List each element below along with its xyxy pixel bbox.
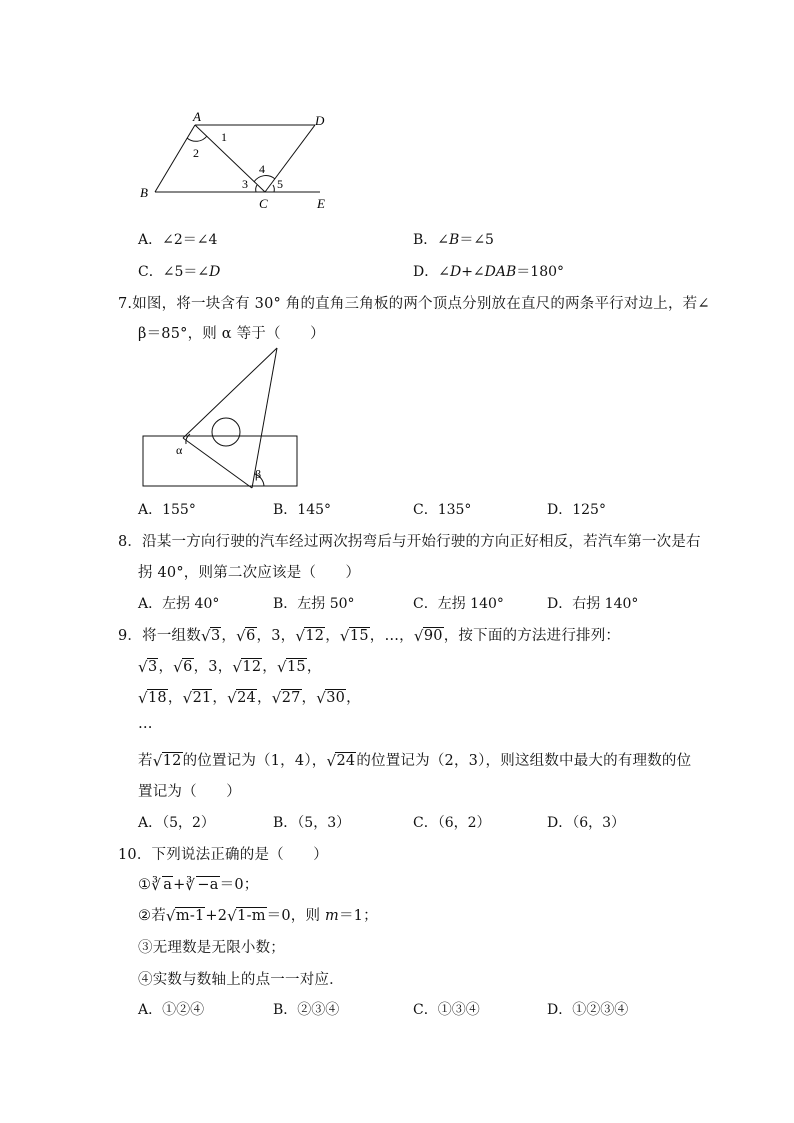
radicand: 18: [148, 690, 167, 706]
q9-row-1: √ 3，√ 6，3，√ 12，√ 15，: [138, 655, 322, 676]
q8-option-b: B．左拐 50°: [273, 596, 355, 612]
q8-option-a: A．左拐 40°: [138, 596, 220, 612]
sqrt: [138, 690, 168, 706]
q6-option-d: [413, 261, 564, 281]
radicand: 21: [192, 690, 212, 706]
q9-option-b: B．（5，3）: [273, 815, 351, 831]
radicand: 12: [242, 659, 262, 675]
label-d: D: [315, 113, 325, 128]
q10-statement-2: [138, 904, 378, 925]
sqrt: [414, 628, 444, 644]
q6-b-pre: B．∠: [413, 232, 450, 248]
q7-option-c: C．135°: [413, 502, 472, 518]
q10-s2-end: ＝1；: [338, 908, 378, 924]
plus: +: [173, 877, 186, 893]
label-b: B: [140, 185, 148, 200]
q9-row-2: √ 18，√ 21，√ 24，√ 27，√ 30，: [138, 686, 361, 707]
circled-number: ②: [138, 908, 152, 924]
q7-line-2: β＝85°，则 α 等于（ ）: [138, 326, 325, 342]
q9-option-d: D．（6，3）: [547, 815, 626, 831]
q7-option-d: D．125°: [547, 502, 606, 518]
q6-c-var: D: [209, 264, 221, 280]
radicand: 6: [246, 628, 256, 644]
q10-s2-mid: +2: [205, 908, 228, 924]
sqrt: [236, 628, 256, 644]
q9-line-5: 置记为（ ）: [138, 784, 241, 800]
q8-line-1: 8．沿某一方向行驶的汽车经过两次拐弯后与开始行驶的方向正好相反，若汽车第一次是右: [118, 534, 701, 550]
radicand: 15: [349, 628, 369, 644]
q10-s1-post: ＝0；: [219, 877, 259, 893]
radicand: 3: [148, 659, 158, 675]
q6-d-mid: +∠: [461, 264, 485, 280]
sqrt: [277, 659, 307, 675]
var-m: m: [325, 908, 339, 924]
q6-d-dab: DAB: [484, 264, 517, 280]
q6-b-post: ＝∠5: [459, 232, 494, 248]
sqrt: [316, 690, 346, 706]
radicand: 12: [162, 753, 182, 769]
q9-l4-mid: 的位置记为（1，4），: [182, 753, 327, 769]
beta-label: β: [255, 467, 262, 481]
radicand: 27: [281, 690, 301, 706]
q9-l1-dots: ，…，: [369, 628, 414, 644]
q6-c-pre: C．∠5＝∠: [138, 264, 210, 280]
label-a: A: [193, 109, 201, 124]
sqrt: [326, 753, 356, 769]
sqrt: [173, 659, 193, 675]
sqrt: [295, 628, 325, 644]
q9-line-1: [118, 624, 620, 645]
cube-root: [151, 877, 173, 893]
radicand: 24: [336, 753, 356, 769]
q6-d-pre: D．∠: [413, 264, 450, 280]
label-e: E: [317, 196, 325, 211]
angle-5: 5: [277, 177, 283, 191]
q9-l1-post: ，按下面的方法进行排列：: [443, 628, 621, 644]
radicand: 90: [423, 628, 443, 644]
q6-option-a: A．∠2＝∠4: [138, 232, 218, 248]
q7-option-b: B．145°: [273, 502, 332, 518]
q7-option-a: A．155°: [138, 502, 196, 518]
cube-root: [185, 877, 219, 893]
circled-number: ①: [138, 877, 152, 893]
sqrt: [227, 690, 257, 706]
sqrt: [340, 628, 370, 644]
row-value: 3: [208, 659, 218, 675]
q9-l4-post: 的位置记为（2，3），则这组数中最大的有理数的位: [356, 753, 692, 769]
q10-option-d: D．①②③④: [547, 1002, 629, 1018]
radicand: 15: [286, 659, 306, 675]
q9-l1-pre: 9．将一组数: [118, 628, 201, 644]
comma: ，: [221, 628, 237, 644]
parallelogram-figure: [135, 105, 345, 215]
q10-option-a: A．①②④: [138, 1002, 205, 1018]
ruler-triangle-figure: [140, 340, 305, 492]
q6-d-var: D: [449, 264, 462, 280]
sqrt: [232, 659, 262, 675]
comma: ，: [325, 628, 340, 644]
angle-3: 3: [242, 177, 248, 191]
q6-option-c: [138, 261, 220, 281]
radicand: −a: [197, 877, 219, 893]
q6-b-var: B: [449, 232, 460, 248]
radicand: 12: [305, 628, 325, 644]
q10-option-c: C．①③④: [413, 1002, 480, 1018]
label-c: C: [259, 196, 268, 211]
q7-line-1: 7.如图，将一块含有 30° 角的直角三角板的两个顶点分别放在直尺的两条平行对边上，若∠: [118, 296, 710, 312]
radicand: 3: [210, 628, 221, 644]
angle-2: 2: [193, 146, 199, 160]
q10-statement-3: ③无理数是无限小数；: [138, 940, 285, 956]
q9-l4-pre: 若: [138, 753, 153, 769]
radicand: 1-m: [237, 908, 266, 924]
q10-statement-4: ④实数与数轴上的点一一对应．: [138, 972, 344, 988]
radicand: 30: [326, 690, 346, 706]
sqrt: [153, 753, 183, 769]
angle-4: 4: [259, 162, 265, 176]
sqrt: [138, 659, 158, 675]
q9-option-a: A．（5，2）: [138, 815, 215, 831]
q9-option-c: C．（6，2）: [413, 815, 491, 831]
q10-s2-post: ＝0，则: [266, 908, 325, 924]
q10-s2-pre: 若: [151, 908, 166, 924]
q9-l1-three: ，3，: [256, 628, 296, 644]
q8-option-c: C．左拐 140°: [413, 596, 504, 612]
q9-line-4: [138, 749, 691, 770]
q10-option-b: B．②③④: [273, 1002, 340, 1018]
sqrt: [201, 628, 221, 644]
q9-ellipsis: …: [138, 716, 153, 732]
q6-d-post: ＝180°: [516, 264, 565, 280]
sqrt: [166, 908, 205, 924]
q10-line-1: 10．下列说法正确的是（ ）: [118, 847, 328, 863]
q8-line-2: 拐 40°，则第二次应该是（ ）: [138, 565, 361, 581]
q8-option-d: D．右拐 140°: [547, 596, 639, 612]
radicand: 6: [183, 659, 193, 675]
sqrt: [183, 690, 213, 706]
radicand: a: [163, 877, 173, 893]
radicand: m-1: [175, 908, 205, 924]
sqrt: [272, 690, 302, 706]
q6-option-b: [413, 229, 494, 249]
q10-statement-1: [138, 873, 258, 894]
sqrt: [227, 908, 266, 924]
alpha-label: α: [176, 443, 183, 457]
radicand: 24: [237, 690, 256, 706]
angle-1: 1: [221, 130, 227, 144]
